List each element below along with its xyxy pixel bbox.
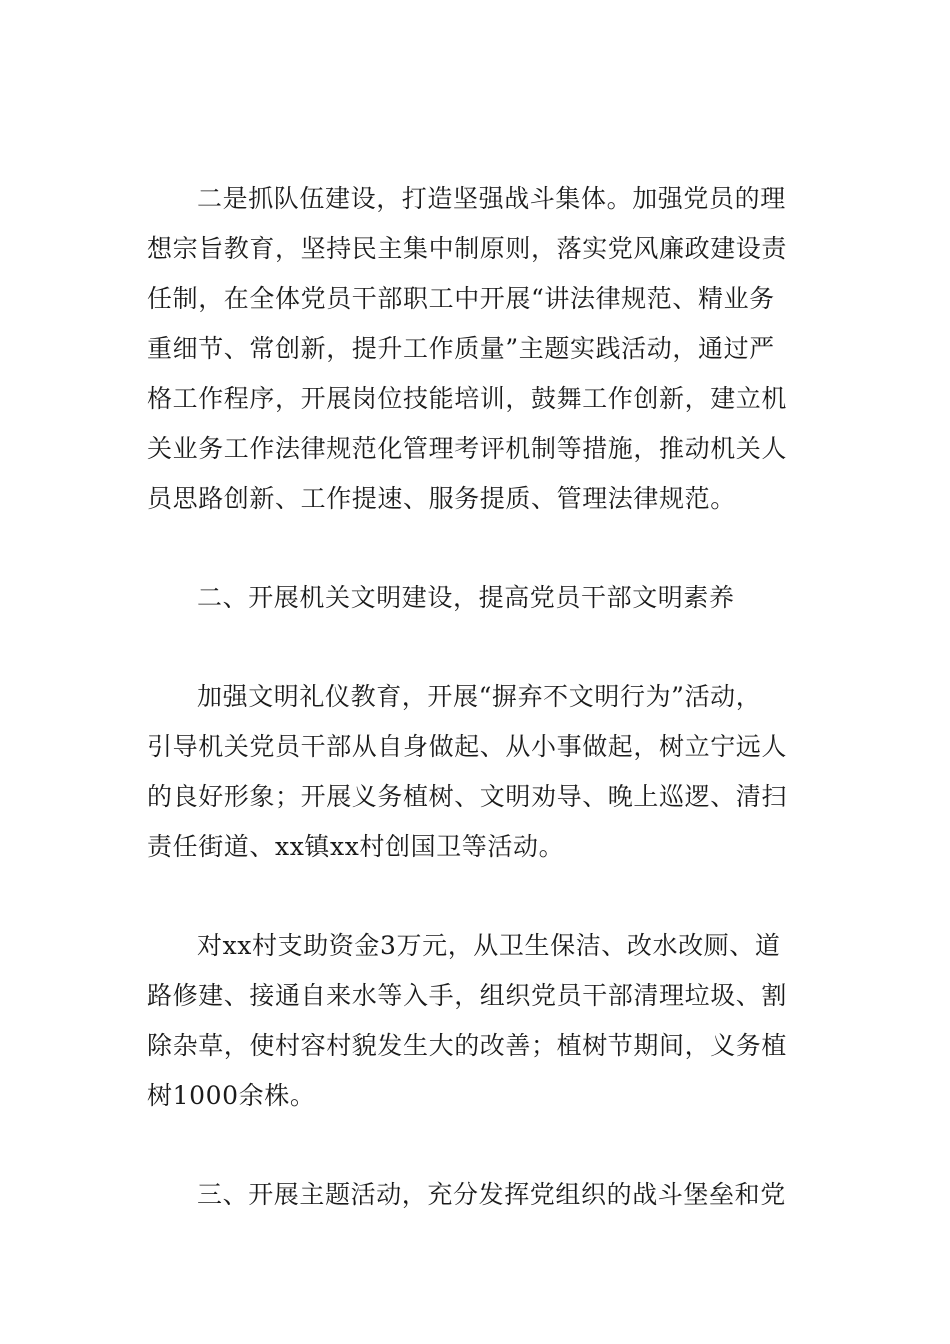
paragraph-line: 责任街道、xx镇xx村创国卫等活动。 (147, 832, 565, 861)
paragraph-line: 任制，在全体党员干部职工中开展“讲法律规范、精业务 (147, 284, 775, 313)
paragraph-line: 格工作程序，开展岗位技能培训，鼓舞工作创新，建立机 (147, 384, 788, 413)
paragraph-line: 的良好形象；开展义务植树、文明劝导、晚上巡逻、清扫 (147, 782, 788, 811)
paragraph-line: 员思路创新、工作提速、服务提质、管理法律规范。 (147, 484, 736, 513)
paragraph-line: 树1000余株。 (147, 1081, 316, 1110)
paragraph-line: 重细节、常创新，提升工作质量”主题实践活动，通过严 (147, 334, 775, 363)
paragraph-line: 想宗旨教育，坚持民主集中制原则，落实党风廉政建设责 (147, 234, 788, 263)
paragraph-line: 对xx村支助资金3万元，从卫生保洁、改水改厕、道 (197, 931, 781, 960)
paragraph-line: 二是抓队伍建设，打造坚强战斗集体。加强党员的理 (197, 184, 786, 213)
paragraph-line: 除杂草，使村容村貌发生大的改善；植树节期间，义务植 (147, 1031, 788, 1060)
section-heading-2: 二、开展机关文明建设，提高党员干部文明素养 (197, 583, 735, 612)
paragraph-line: 引导机关党员干部从自身做起、从小事做起，树立宁远人 (147, 732, 788, 761)
section-heading-3: 三、开展主题活动，充分发挥党组织的战斗堡垒和党 (197, 1180, 786, 1209)
paragraph-line: 路修建、接通自来水等入手，组织党员干部清理垃圾、割 (147, 981, 788, 1010)
paragraph-line: 加强文明礼仪教育，开展“摒弃不文明行为”活动， (197, 682, 762, 711)
paragraph-line: 关业务工作法律规范化管理考评机制等措施，推动机关人 (147, 434, 788, 463)
